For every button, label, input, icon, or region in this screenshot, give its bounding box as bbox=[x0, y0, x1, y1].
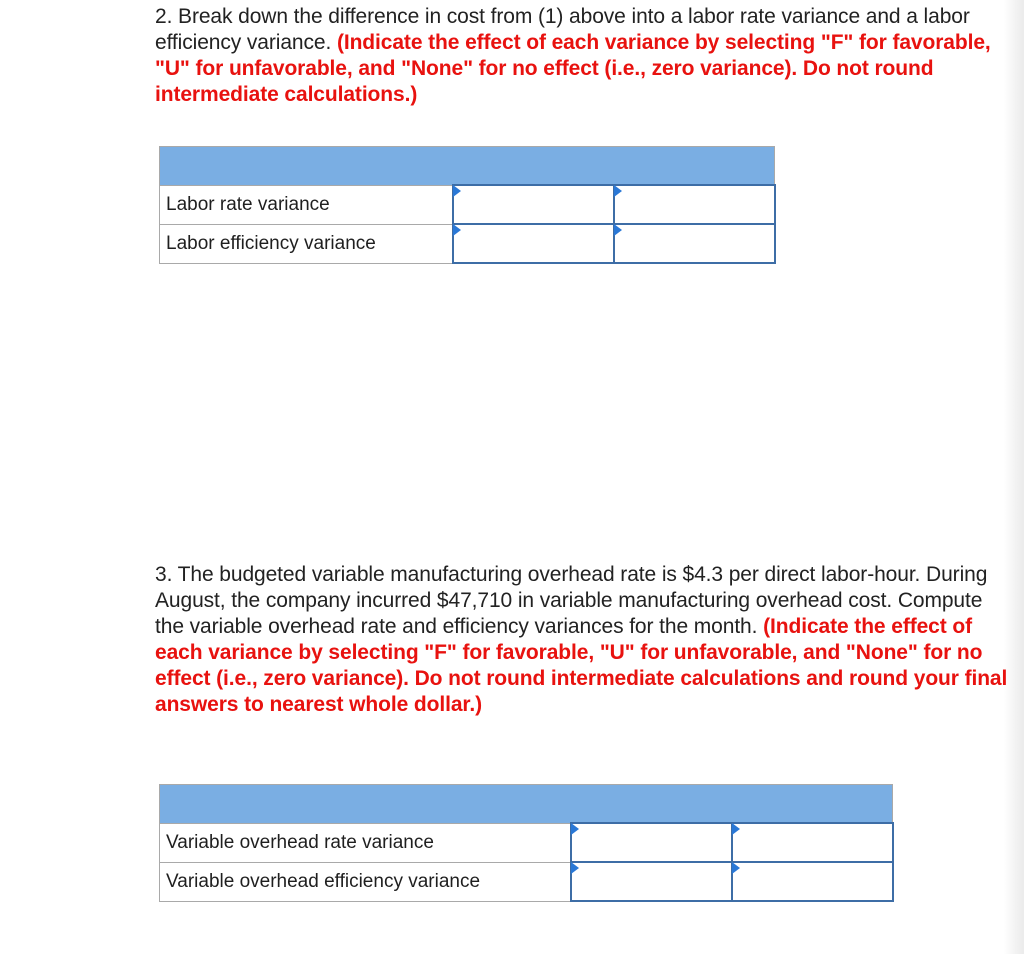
overhead-rate-variance-amount-input[interactable] bbox=[572, 824, 731, 861]
dropdown-marker-icon bbox=[614, 224, 622, 236]
row-label: Variable overhead efficiency variance bbox=[160, 862, 571, 901]
question-2 bbox=[155, 4, 1015, 108]
cell-marker-icon bbox=[453, 185, 461, 197]
row-label: Variable overhead rate variance bbox=[160, 823, 571, 862]
overhead-rate-variance-effect-select[interactable] bbox=[733, 824, 892, 861]
table-row bbox=[160, 224, 775, 263]
labor-variance-table bbox=[159, 146, 776, 264]
labor-rate-variance-amount-input[interactable] bbox=[454, 186, 613, 223]
overhead-rate-variance-amount-cell[interactable] bbox=[571, 823, 732, 862]
labor-efficiency-variance-effect-select[interactable] bbox=[615, 225, 774, 262]
overhead-efficiency-variance-effect-cell[interactable] bbox=[732, 862, 893, 901]
table-row bbox=[160, 862, 893, 901]
table-row bbox=[160, 185, 775, 224]
question-2-text: 2. Break down the difference in cost from (1) above into a labor rate variance and a labor efficiency variance. bbox=[155, 5, 970, 54]
dropdown-marker-icon bbox=[614, 185, 622, 197]
row-label: Labor rate variance bbox=[160, 185, 453, 224]
table-header-row bbox=[160, 785, 893, 824]
cell-marker-icon bbox=[571, 862, 579, 874]
labor-efficiency-variance-amount-cell[interactable] bbox=[453, 224, 614, 263]
overhead-efficiency-variance-amount-cell[interactable] bbox=[571, 862, 732, 901]
labor-efficiency-variance-effect-cell[interactable] bbox=[614, 224, 775, 263]
overhead-efficiency-variance-effect-select[interactable] bbox=[733, 863, 892, 900]
question-2-instruction: (Indicate the effect of each variance by selecting "F" for favorable, "U" for unfavorable, and "None" for no effect (i.e., zero variance). Do not round intermediate calculations.) bbox=[155, 31, 991, 106]
right-edge-shade bbox=[1004, 0, 1024, 954]
overhead-variance-table bbox=[159, 784, 894, 902]
dropdown-marker-icon bbox=[732, 862, 740, 874]
table-row bbox=[160, 823, 893, 862]
row-label: Labor efficiency variance bbox=[160, 224, 453, 263]
table-header bbox=[160, 785, 893, 824]
labor-rate-variance-effect-cell[interactable] bbox=[614, 185, 775, 224]
question-3-instruction: (Indicate the effect of each variance by selecting "F" for favorable, "U" for unfavorable, and "None" for no effect (i.e., zero variance). Do not round intermediate calculations and round your final answers to nearest whole dollar.) bbox=[155, 615, 1008, 716]
labor-rate-variance-effect-select[interactable] bbox=[615, 186, 774, 223]
table-header bbox=[160, 147, 775, 186]
labor-rate-variance-amount-cell[interactable] bbox=[453, 185, 614, 224]
overhead-efficiency-variance-amount-input[interactable] bbox=[572, 863, 731, 900]
table-header-row bbox=[160, 147, 775, 186]
question-3 bbox=[155, 562, 1015, 718]
labor-efficiency-variance-amount-input[interactable] bbox=[454, 225, 613, 262]
overhead-rate-variance-effect-cell[interactable] bbox=[732, 823, 893, 862]
dropdown-marker-icon bbox=[732, 823, 740, 835]
question-3-text: 3. The budgeted variable manufacturing overhead rate is $4.3 per direct labor-hour. During August, the company incurred $47,710 in variable manufacturing overhead cost. Compute the variable overhead rate and efficiency variances for the month. bbox=[155, 563, 988, 638]
cell-marker-icon bbox=[453, 224, 461, 236]
cell-marker-icon bbox=[571, 823, 579, 835]
